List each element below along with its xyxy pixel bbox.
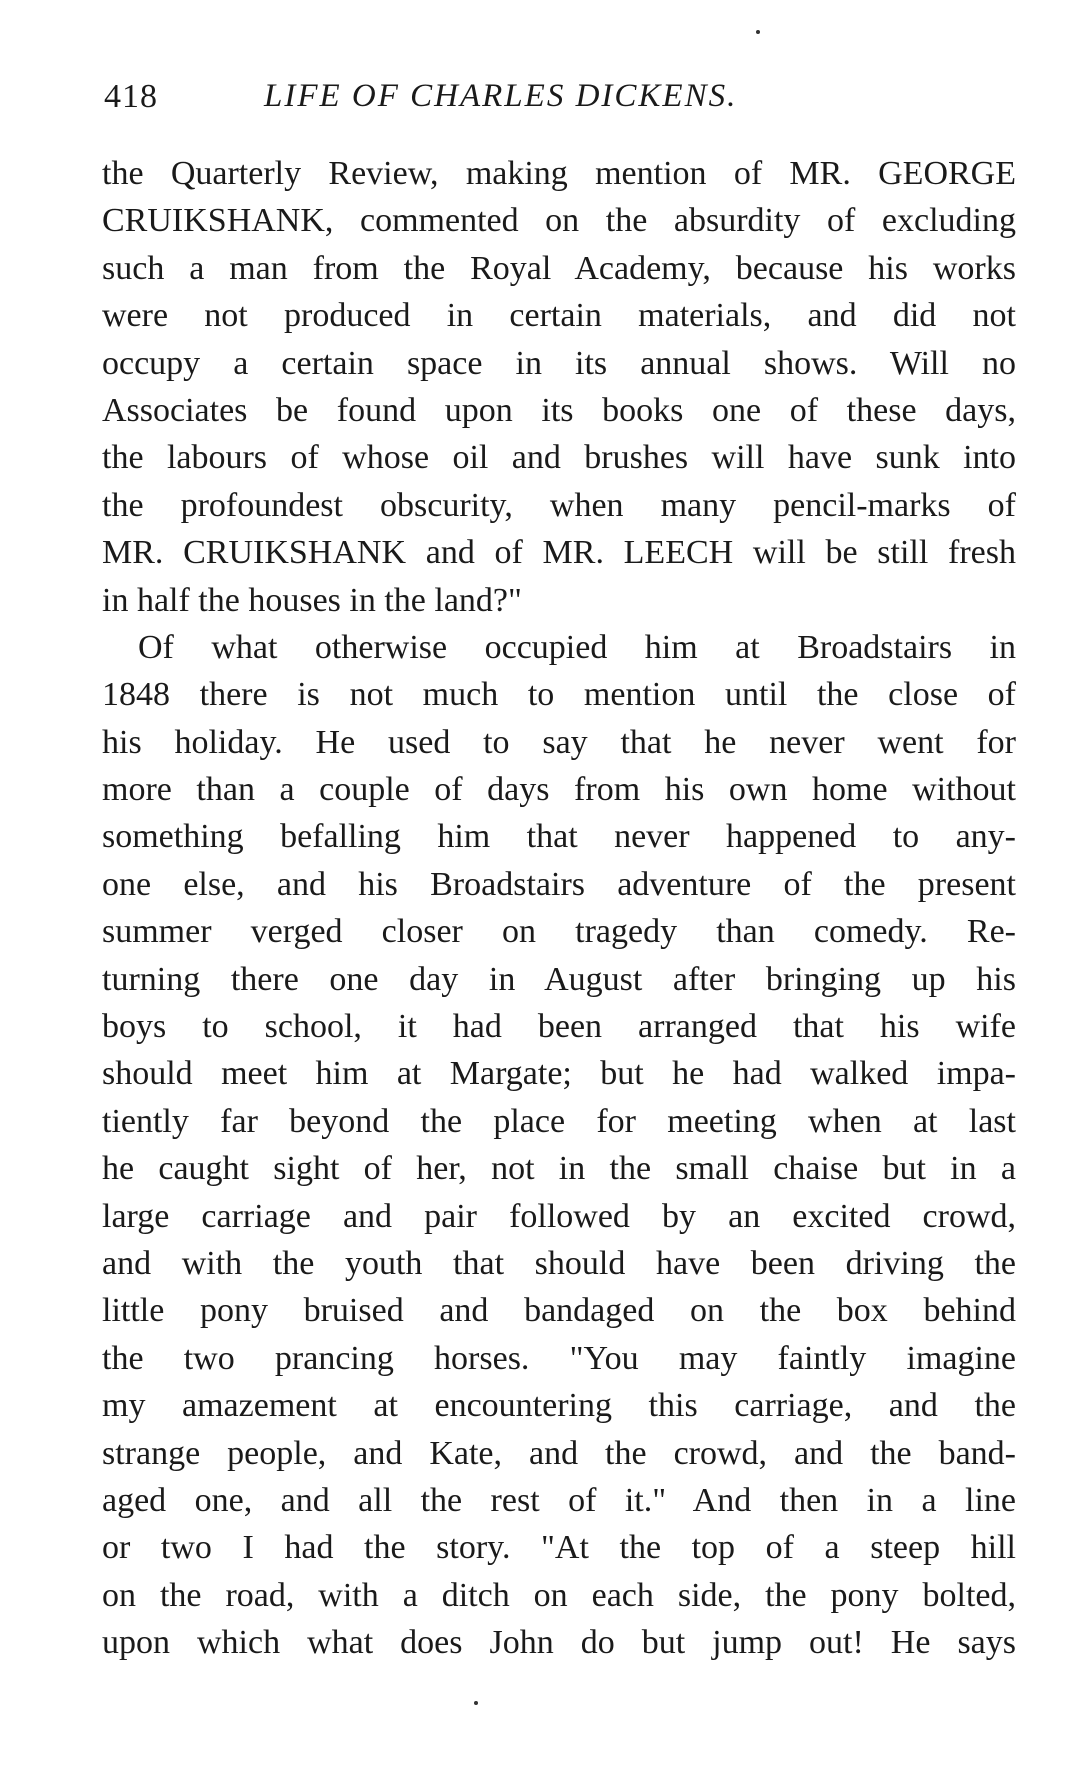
text-line: the two prancing horses. "You may faintly imagine: [102, 1339, 1016, 1377]
text-line: on the road, with a ditch on each side, the pony bolted,: [102, 1576, 1016, 1614]
text-line: large carriage and pair followed by an excited crowd,: [102, 1197, 1016, 1235]
text-line: upon which what does John do but jump out! He says: [102, 1624, 1016, 1662]
text-line: CRUIKSHANK, commented on the absurdity of excluding: [102, 202, 1016, 240]
print-speck: [474, 1701, 478, 1705]
text-line: my amazement at encountering this carriage, and the: [102, 1387, 1016, 1425]
text-line: Of what otherwise occupied him at Broadstairs in: [138, 628, 1016, 666]
text-line: turning there one day in August after bringing up his: [102, 960, 1016, 998]
running-head: LIFE OF CHARLES DICKENS.: [264, 78, 738, 114]
text-line: the labours of whose oil and brushes will have sunk into: [102, 439, 1016, 477]
page-number: 418: [104, 78, 158, 115]
text-line: should meet him at Margate; but he had walked impa-: [102, 1055, 1016, 1093]
text-line: strange people, and Kate, and the crowd, and the band-: [102, 1434, 1016, 1472]
text-line: the Quarterly Review, making mention of MR. GEORGE: [102, 155, 1016, 192]
text-line: aged one, and all the rest of it." And then in a line: [102, 1481, 1016, 1519]
text-line: something befalling him that never happened to any-: [102, 818, 1016, 856]
print-speck: [756, 30, 760, 34]
text-line: his holiday. He used to say that he never went for: [102, 723, 1016, 761]
text-line: one else, and his Broadstairs adventure of the present: [102, 865, 1016, 903]
text-line: 1848 there is not much to mention until the close of: [102, 676, 1016, 714]
text-line: occupy a certain space in its annual shows. Will no: [102, 344, 1016, 382]
text-line: Associates be found upon its books one of these days,: [102, 391, 1016, 429]
text-line: and with the youth that should have been driving the: [102, 1244, 1016, 1282]
text-line: in half the houses in the land?": [102, 581, 522, 619]
text-line: were not produced in certain materials, and did not: [102, 297, 1016, 335]
text-line: such a man from the Royal Academy, because his works: [102, 249, 1016, 287]
page-header: [104, 78, 1016, 128]
body-text: [102, 150, 1016, 1667]
text-line: or two I had the story. "At the top of a steep hill: [102, 1529, 1016, 1567]
text-line: he caught sight of her, not in the small chaise but in a: [102, 1150, 1016, 1188]
text-line: little pony bruised and bandaged on the box behind: [102, 1292, 1016, 1330]
text-line: tiently far beyond the place for meeting when at last: [102, 1102, 1016, 1140]
text-line: the profoundest obscurity, when many pencil-marks of: [102, 486, 1016, 524]
text-line: more than a couple of days from his own home without: [102, 771, 1016, 809]
text-line: MR. CRUIKSHANK and of MR. LEECH will be still fresh: [102, 534, 1016, 572]
text-line: boys to school, it had been arranged that his wife: [102, 1008, 1016, 1046]
text-line: summer verged closer on tragedy than comedy. Re-: [102, 913, 1016, 951]
